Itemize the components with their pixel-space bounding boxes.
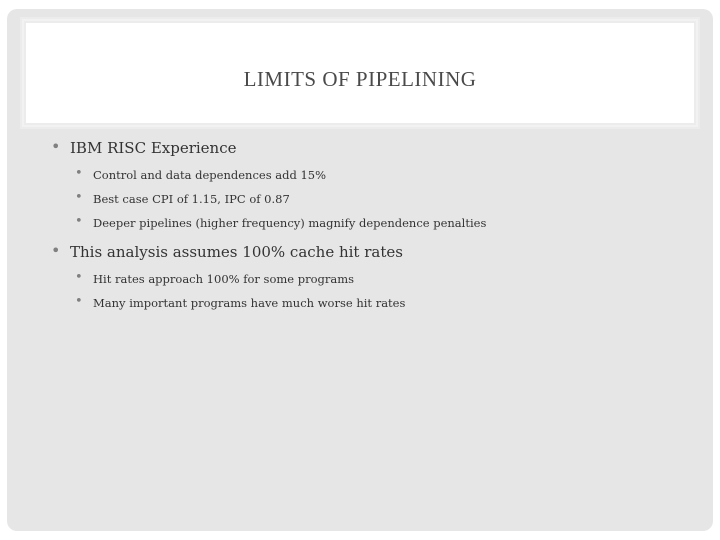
bullet-icon: • [75, 190, 83, 205]
sub-bullet-text: Control and data dependences add 15% [93, 168, 327, 182]
sub-bullet-text: Many important programs have much worse hit rates [93, 296, 406, 310]
bullet-icon: • [75, 166, 83, 181]
slide [7, 9, 713, 531]
bullet-item [51, 137, 693, 159]
bullet-icon: • [75, 294, 83, 309]
sub-bullet-list [51, 267, 693, 315]
bullet-item [51, 241, 693, 263]
slide-title: LIMITS OF PIPELINING [243, 67, 477, 91]
sub-bullet-list [51, 163, 693, 235]
sub-bullet-item [51, 291, 693, 315]
sub-bullet-item [51, 267, 693, 291]
title-box [26, 23, 694, 123]
bullet-icon: • [75, 214, 83, 229]
bullet-icon: • [75, 270, 83, 285]
sub-bullet-text: Hit rates approach 100% for some programs [93, 272, 355, 286]
sub-bullet-text: Deeper pipelines (higher frequency) magnify dependence penalties [93, 216, 487, 230]
bullet-text: IBM RISC Experience [70, 139, 237, 157]
bullet-icon: • [51, 137, 61, 156]
sub-bullet-item [51, 211, 693, 235]
bullet-text: This analysis assumes 100% cache hit rates [70, 243, 403, 261]
sub-bullet-item [51, 187, 693, 211]
sub-bullet-item [51, 163, 693, 187]
bullet-icon: • [51, 241, 61, 260]
sub-bullet-text: Best case CPI of 1.15, IPC of 0.87 [93, 192, 290, 206]
bullet-list [51, 137, 693, 321]
